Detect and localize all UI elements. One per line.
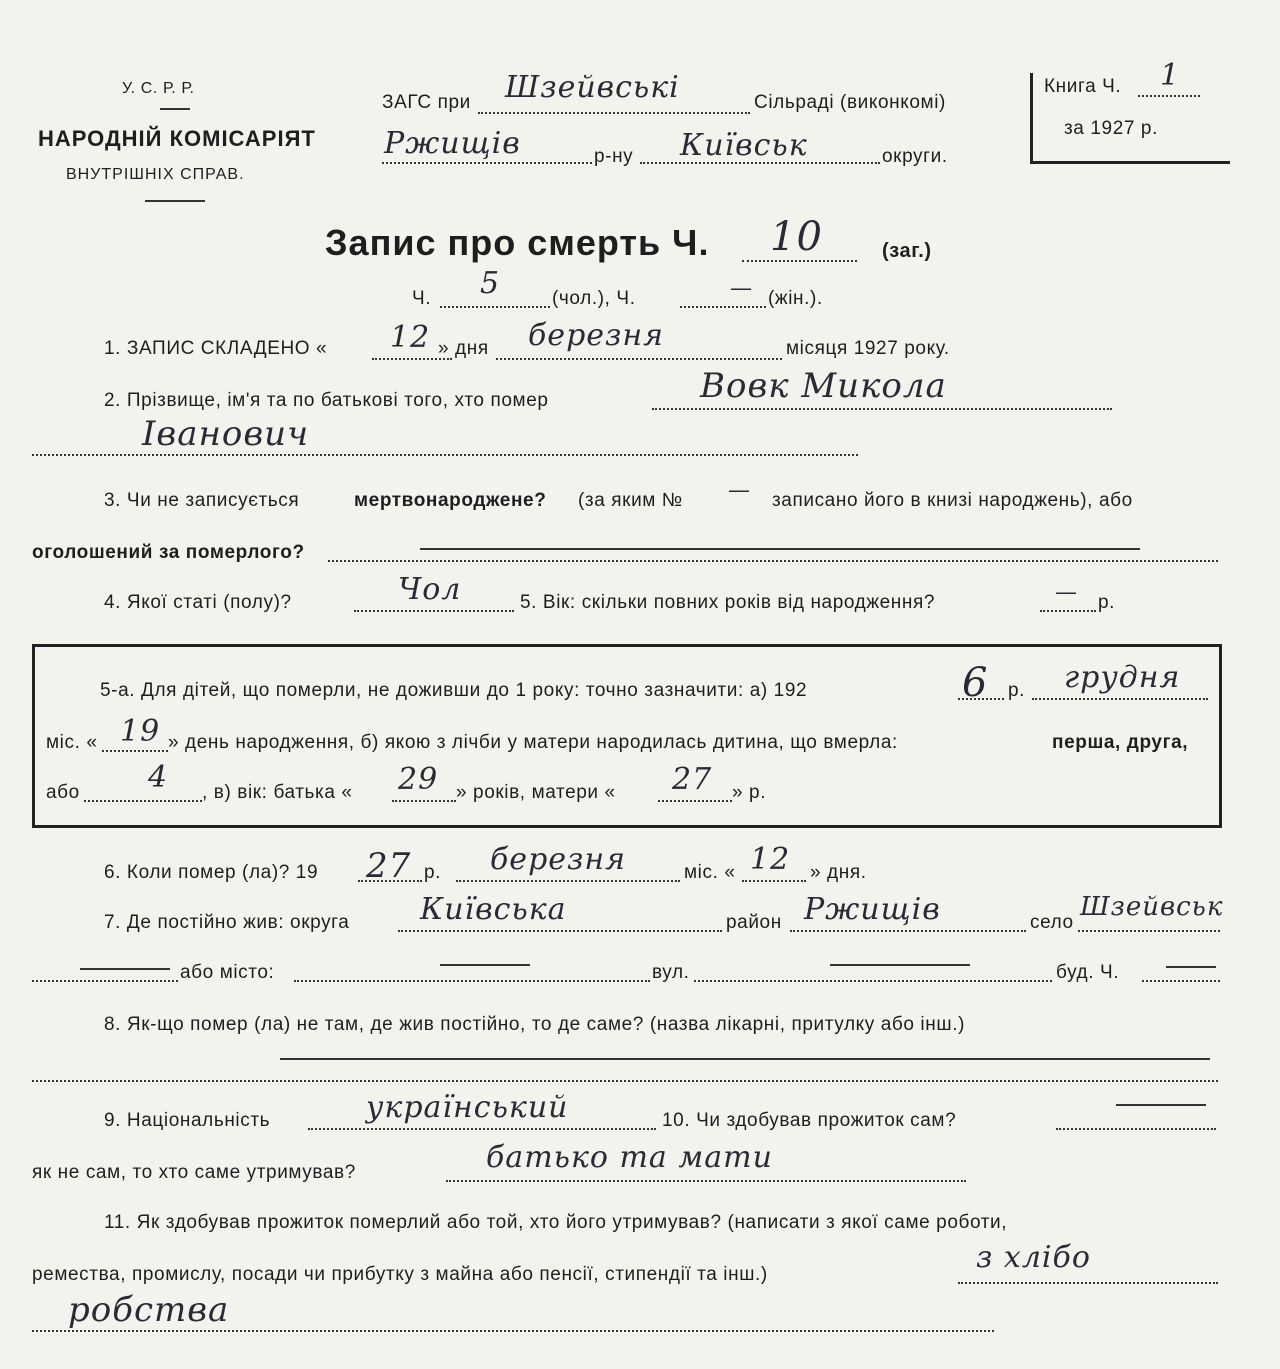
field-5a-year: 6 (962, 660, 989, 706)
field-7-vul: вул. (652, 962, 690, 983)
field-11-value-2: робства (68, 1290, 230, 1330)
field-1-day: 12 (390, 320, 431, 355)
field-6-day: 12 (750, 842, 791, 877)
fill-line (1138, 95, 1200, 97)
fill-line (496, 358, 782, 360)
field-5a-bold: перша, друга, (1052, 732, 1189, 753)
fill-line (652, 408, 1112, 410)
fill-line (382, 162, 592, 164)
field-5a-end: » р. (732, 782, 767, 803)
field-11-line-2: ремества, промислу, посади чи прибутку з майна або пенсії, стипендії та інш.) (32, 1264, 768, 1285)
fill-line (102, 750, 168, 752)
dash-value (1166, 966, 1216, 968)
field-3-bold: мертвонароджене? (354, 490, 547, 511)
field-2-label: 2. Прізвище, ім'я та по батькові того, хто помер (104, 390, 549, 411)
field-5a-line-3: , в) вік: батька « (202, 782, 353, 803)
fill-line (32, 454, 858, 456)
field-3-label: 3. Чи не записується (104, 490, 300, 511)
year-label: за 1927 р. (1064, 118, 1158, 139)
fill-line (32, 980, 178, 982)
fill-line (32, 1080, 1218, 1082)
field-7-okrug: Київська (420, 892, 567, 927)
field-5a-line-2: » день народження, б) якою з лічби у матери народилась дитина, що вмерла: (168, 732, 898, 753)
field-1-day-suffix: » дня (438, 338, 489, 359)
fill-line (680, 306, 766, 308)
field-11-label: 11. Як здобував прожиток померлий або той, хто його утримував? (написати з якої саме роботи, (104, 1212, 1008, 1233)
book-box-border (1030, 73, 1033, 161)
field-9-label: 9. Національність (104, 1110, 271, 1131)
fill-line (1056, 1128, 1216, 1130)
field-11-value: з хлібо (976, 1240, 1091, 1275)
field-7-bud: буд. Ч. (1056, 962, 1120, 983)
field-5a-label: 5-а. Для дітей, що померли, не доживши до 1 року: точно зазначити: а) 192 (100, 680, 808, 701)
divider (160, 108, 190, 110)
district-label: р-ну (594, 146, 634, 167)
field-5a-mother: 27 (672, 762, 713, 797)
field-5a-mis: міс. « (46, 732, 98, 753)
field-7-selo-value: Шзейвськ (1080, 892, 1224, 922)
record-title: Запис про смерть Ч. (325, 222, 710, 263)
field-2-value: Вовк Микола (700, 366, 947, 406)
field-7-selo: село (1030, 912, 1074, 933)
book-value: 1 (1160, 58, 1181, 93)
record-number: 10 (770, 214, 823, 260)
field-4-label: 4. Якої статі (полу)? (104, 592, 292, 613)
fill-line (354, 610, 514, 612)
fill-line (328, 560, 1218, 562)
okrug-value: Київськ (680, 128, 808, 163)
org-abbreviation: У. С. Р. Р. (122, 80, 195, 97)
field-5-label: 5. Вік: скільки повних років від народження? (520, 592, 936, 613)
dash-value (420, 548, 1140, 550)
district-value: Ржищів (384, 126, 521, 161)
dash-value (80, 968, 170, 970)
department-title: ВНУТРІШНІХ СПРАВ. (66, 166, 245, 183)
fill-line (742, 260, 857, 262)
fill-line (398, 930, 722, 932)
zags-value: Шзейвські (505, 70, 680, 105)
field-1-month: березня (528, 318, 665, 353)
field-6-label: 6. Коли помер (ла)? 19 (104, 862, 319, 883)
field-3-mid-value: — (728, 478, 751, 503)
field-10-line-2: як не сам, то хто саме утримував? (32, 1162, 356, 1183)
field-1-label: 1. ЗАПИС СКЛАДЕНО « (104, 338, 328, 359)
fill-line (478, 112, 750, 114)
fill-line (1032, 698, 1208, 700)
commissariat-title: НАРОДНІЙ КОМІСАРІЯТ (38, 126, 316, 151)
field-6-year-suffix: р. (424, 862, 442, 883)
fill-line (958, 1282, 1218, 1284)
council-label: Сільраді (виконкомі) (754, 92, 946, 113)
dash-value (830, 964, 970, 966)
field-3-mid: (за яким № (578, 490, 683, 511)
field-5a-mid: » років, матери « (456, 782, 616, 803)
book-box-border (1030, 161, 1230, 164)
fill-line (742, 880, 806, 882)
field-5a-month: грудня (1064, 660, 1181, 695)
field-5a-order: 4 (148, 760, 169, 795)
dash-value (1116, 1104, 1206, 1106)
fill-line (1040, 610, 1096, 612)
field-6-year: 27 (366, 846, 412, 886)
fill-line (294, 980, 650, 982)
field-5-value: — (1055, 580, 1078, 605)
male-prefix: Ч. (412, 288, 432, 309)
fill-line (694, 980, 1052, 982)
female-suffix: (жін.). (768, 288, 823, 309)
field-7-rayon: район (726, 912, 782, 933)
fill-line (1078, 930, 1220, 932)
field-2-value-2: Іванович (142, 414, 310, 454)
field-7-rayon-value: Ржищів (804, 892, 941, 927)
fill-line (790, 930, 1026, 932)
fill-line (32, 1330, 994, 1332)
male-suffix: (чол.), Ч. (552, 288, 636, 309)
fill-line (1142, 980, 1220, 982)
divider (145, 200, 205, 202)
okrug-label: округи. (882, 146, 948, 167)
fill-line (440, 306, 550, 308)
field-1-suffix: місяця 1927 року. (786, 338, 950, 359)
field-6-mis: міс. « (684, 862, 736, 883)
field-5a-year-suffix: р. (1008, 680, 1026, 701)
field-10-value: батько та мати (486, 1140, 773, 1175)
male-number: 5 (480, 266, 501, 301)
field-5-suffix: р. (1098, 592, 1116, 613)
fill-line (84, 800, 202, 802)
dash-value (280, 1058, 1210, 1060)
field-7-label: 7. Де постійно жив: округа (104, 912, 350, 933)
field-7-misto: або місто: (180, 962, 275, 983)
field-4-value: Чол (398, 572, 462, 607)
field-5a-day: 19 (120, 714, 161, 749)
record-suffix: (заг.) (882, 240, 932, 262)
female-number: — (730, 276, 753, 301)
fill-line (446, 1180, 966, 1182)
field-3-end: записано його в книзі народжень), або (772, 490, 1133, 511)
fill-line (456, 880, 680, 882)
fill-line (658, 800, 732, 802)
fill-line (308, 1128, 656, 1130)
dash-value (440, 964, 530, 966)
field-6-end: » дня. (810, 862, 867, 883)
field-5a-father: 29 (398, 762, 439, 797)
field-8-label: 8. Як-що помер (ла) не там, де жив постійно, то де саме? (назва лікарні, притулку або інш.) (104, 1014, 965, 1035)
zags-label: ЗАГС при (382, 92, 471, 113)
field-10-label: 10. Чи здобував прожиток сам? (662, 1110, 957, 1131)
field-9-value: український (366, 1090, 569, 1125)
field-3-line-2: оголошений за померлого? (32, 542, 305, 563)
book-label: Книга Ч. (1044, 76, 1122, 97)
fill-line (392, 800, 456, 802)
field-5a-abo: або (46, 782, 80, 803)
field-6-month: березня (490, 842, 627, 877)
